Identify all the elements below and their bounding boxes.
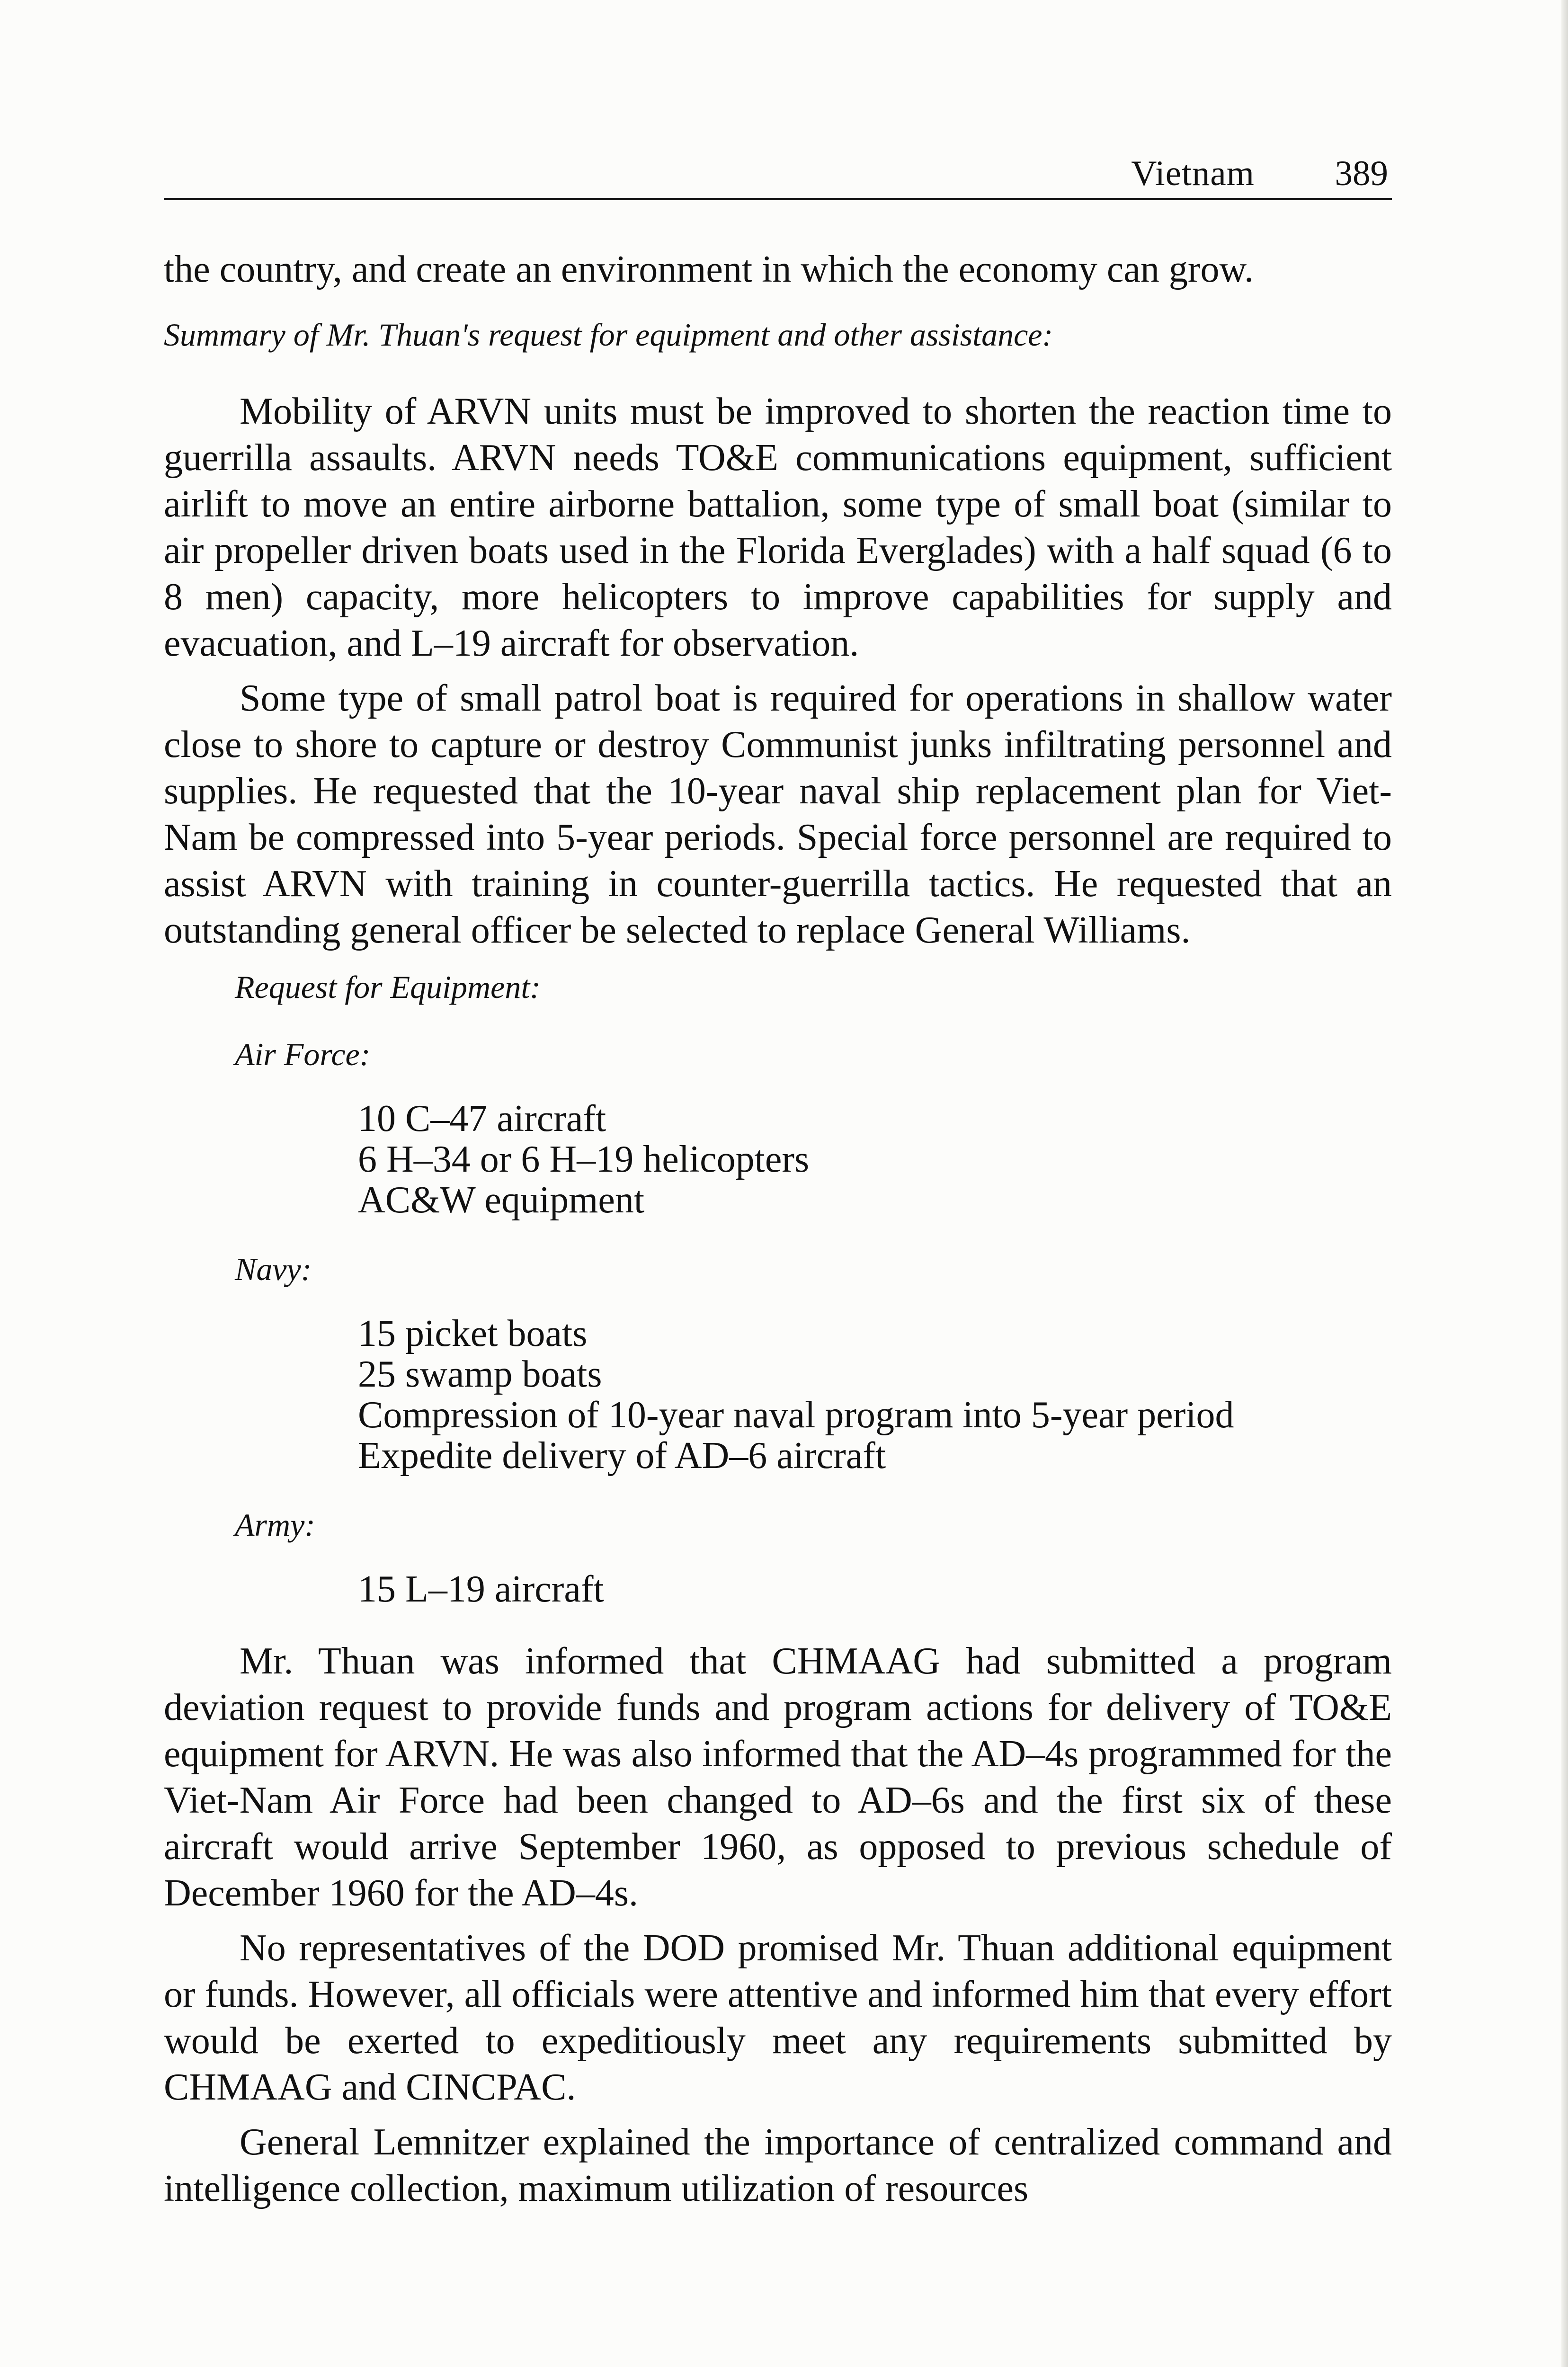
air-force-list	[358, 1098, 1392, 1220]
list-item: AC&W equipment	[358, 1179, 645, 1221]
list-item: Compression of 10-year naval program into 5-year period	[358, 1394, 1234, 1436]
list-item: 15 picket boats	[358, 1313, 588, 1354]
paragraph-mobility: Mobility of ARVN units must be improved to shorten the reaction time to guerrilla assaults. ARVN needs TO&E communications equipment, sufficient airlift to move an entire airborne battalion, some type of small boat (similar to air propeller driven boats used in the Florida Everglades) with a half squad (6 to 8 men) capacity, more helicopters to improve capabilities for supply and evacuation, and L–19 aircraft for observation.	[164, 391, 1392, 664]
paragraph-chmaag: Mr. Thuan was informed that CHMAAG had submitted a program deviation request to provide funds and program actions for delivery of TO&E equipment for ARVN. He was also informed that the AD–4s programmed for the Viet-Nam Air Force had been changed to AD–6s and the first six of these aircraft would arrive September 1960, as opposed to previous schedule of December 1960 for the AD–4s.	[164, 1640, 1392, 1914]
running-title: Vietnam	[1131, 154, 1255, 193]
list-item: 10 C–47 aircraft	[358, 1098, 606, 1139]
army-heading: Army:	[235, 1507, 315, 1543]
paragraph-dod: No representatives of the DOD promised Mr. Thuan additional equipment or funds. However, all officials were attentive and informed him that every effort would be exerted to expeditiously meet any requirements submitted by CHMAAG and CINCPAC.	[164, 1927, 1392, 2108]
army-list	[358, 1569, 1392, 1610]
running-header	[164, 151, 1392, 200]
air-force-heading: Air Force:	[235, 1036, 371, 1072]
navy-list	[358, 1313, 1392, 1476]
navy-heading: Navy:	[235, 1251, 312, 1287]
page-number: 389	[1335, 154, 1388, 193]
body-text	[164, 246, 1392, 2212]
list-item: 25 swamp boats	[358, 1353, 602, 1395]
paragraph-lemnitzer: General Lemnitzer explained the importance of centralized command and intelligence collection, maximum utilization of resources	[164, 2121, 1392, 2209]
paragraph-patrol-boat: Some type of small patrol boat is required for operations in shallow water close to shore to capture or destroy Communist junks infiltrating personnel and supplies. He requested that the 10-year naval ship replacement plan for Viet-Nam be compressed into 5-year periods. Special force personnel are required to assist ARVN with training in counter-guerrilla tactics. He requested that an outstanding general officer be selected to replace General Williams.	[164, 677, 1392, 951]
page-edge-shadow	[1561, 0, 1568, 2367]
request-heading: Request for Equipment:	[235, 969, 541, 1005]
list-item: Expedite delivery of AD–6 aircraft	[358, 1435, 886, 1477]
summary-heading: Summary of Mr. Thuan's request for equipment and other assistance:	[164, 317, 1053, 353]
continued-paragraph: the country, and create an environment in which the economy can grow.	[164, 249, 1254, 290]
list-item: 15 L–19 aircraft	[358, 1568, 604, 1610]
list-item: 6 H–34 or 6 H–19 helicopters	[358, 1139, 810, 1180]
